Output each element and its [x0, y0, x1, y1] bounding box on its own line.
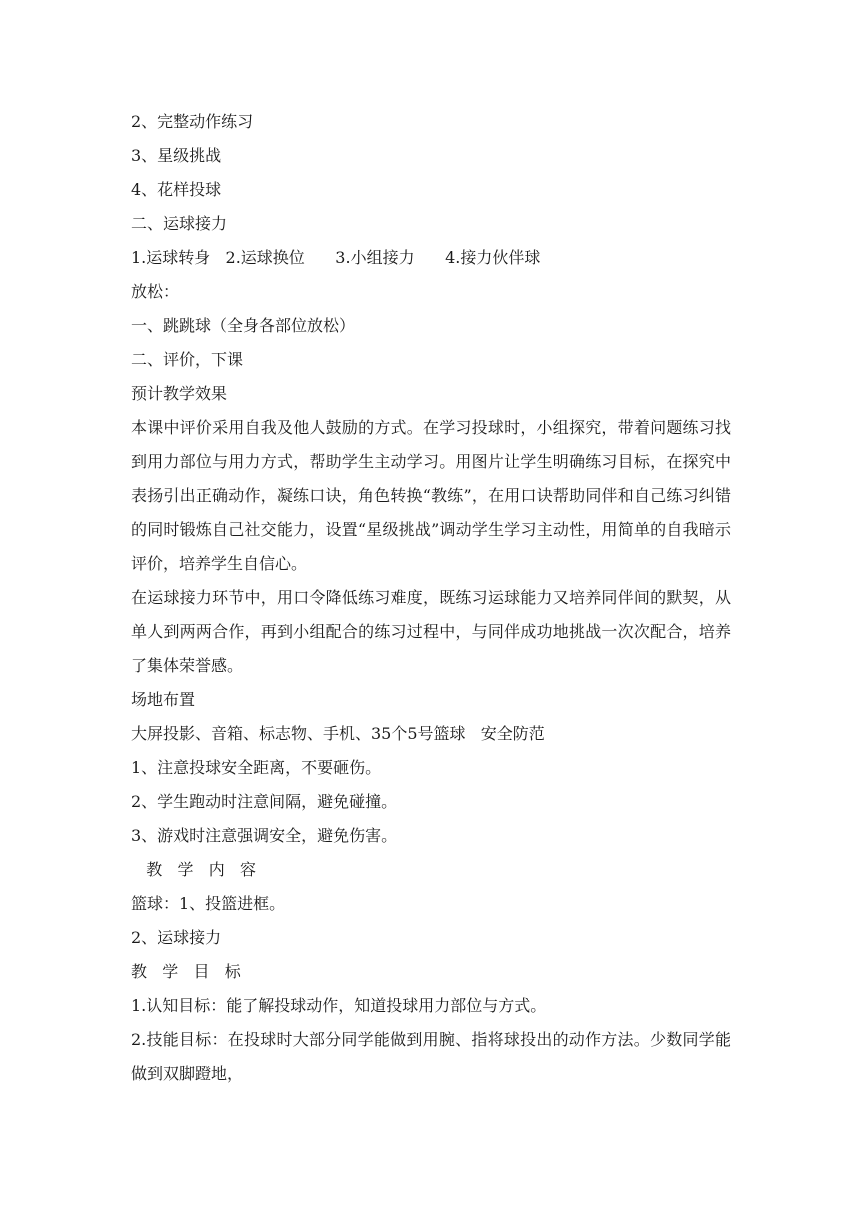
text-line: 2、学生跑动时注意间隔，避免碰撞。: [131, 792, 398, 811]
text-line: 二、评价，下课: [131, 350, 244, 369]
effect-paragraph: 在运球接力环节中，用口令降低练习难度，既练习运球能力又培养同伴间的默契，从单人到两两合作，再到小组配合的练习过程中，与同伴成功地挑战一次次配合，培养了集体荣誉感。: [131, 588, 731, 675]
section-heading: 场地布置: [131, 690, 196, 709]
section-heading: 预计教学效果: [131, 384, 228, 403]
text-line: 2、运球接力: [131, 928, 222, 947]
text-line: 1.认知目标：能了解投球动作，知道投球用力部位与方式。: [131, 996, 547, 1015]
text-line: 2、完整动作练习: [131, 112, 254, 131]
section-heading: 二、运球接力: [131, 214, 228, 233]
text-line: 1.运球转身 2.运球换位 3.小组接力 4.接力伙伴球: [131, 248, 541, 267]
effect-paragraph: 本课中评价采用自我及他人鼓励的方式。在学习投球时，小组探究，带着问题练习找到用力部位与用力方式，帮助学生主动学习。用图片让学生明确练习目标，在探究中表扬引出正确动作，凝练口诀，角色转换“教练”，在用口诀帮助同伴和自己练习纠错的同时锻炼自己社交能力，设置“星级挑战”调动学生学习主动性，用简单的自我暗示评价，培养学生自信心。: [131, 418, 731, 573]
section-heading: 教 学 内 容: [131, 860, 257, 879]
section-heading: 教 学 目 标: [131, 962, 241, 981]
text-line: 一、跳跳球（全身各部位放松）: [131, 316, 356, 335]
text-line: 4、花样投球: [131, 180, 222, 199]
section-heading: 放松：: [131, 282, 180, 301]
text-line: 3、游戏时注意强调安全，避免伤害。: [131, 826, 398, 845]
text-line: 大屏投影、音箱、标志物、手机、35个5号篮球 安全防范: [131, 724, 545, 743]
text-line: 篮球：1、投篮进框。: [131, 894, 286, 913]
text-line: 1、注意投球安全距离，不要砸伤。: [131, 758, 382, 777]
text-line: 3、星级挑战: [131, 146, 222, 165]
skill-paragraph: 2.技能目标：在投球时大部分同学能做到用腕、指将球投出的动作方法。少数同学能做到双脚蹬地，: [131, 1030, 731, 1083]
document-page: [131, 105, 731, 1091]
